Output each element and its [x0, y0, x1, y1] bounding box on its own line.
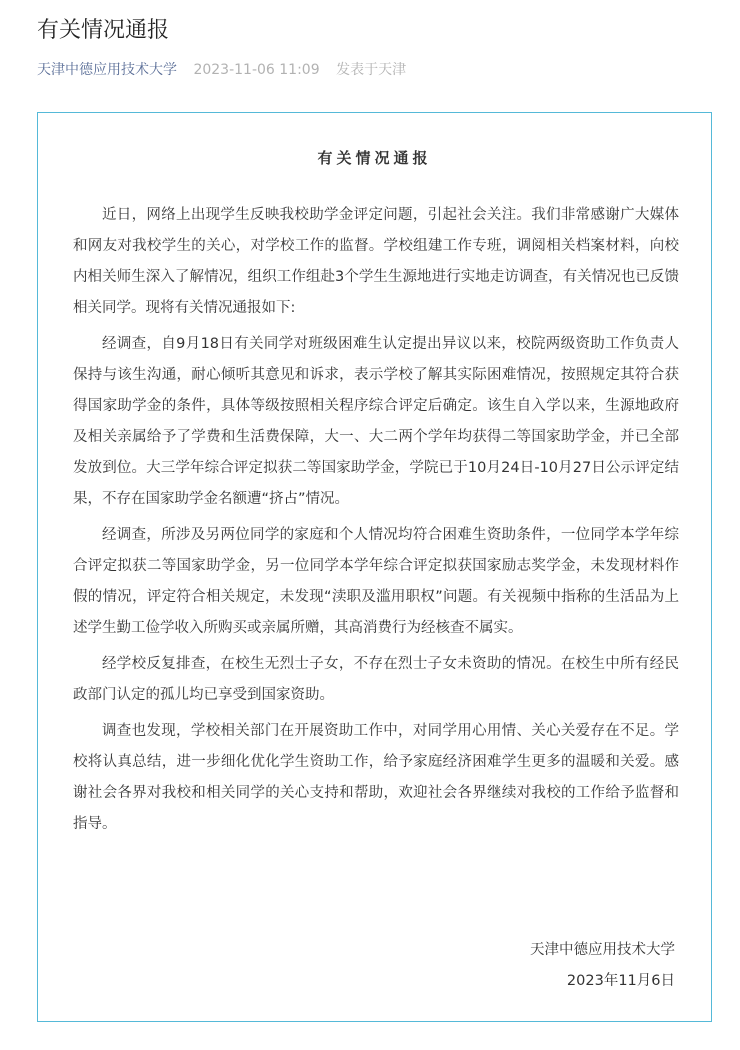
publish-time: 2023-11-06 11:09 [193, 62, 320, 78]
author-link[interactable]: 天津中德应用技术大学 [37, 62, 177, 78]
page-title: 有关情况通报 [37, 18, 170, 43]
signature-block [530, 935, 675, 997]
publish-location: 发表于天津 [336, 62, 407, 78]
notice-paragraph: 经调查，所涉及另两位同学的家庭和个人情况均符合困难生资助条件，一位同学本学年综合评定拟获二等国家助学金，另一位同学本学年综合评定拟获国家励志奖学金，未发现材料作假的情况，评定符合相关规定，未发现“渎职及滥用职权”问题。有关视频中指称的生活品为上述学生勤工俭学收入所购买或亲属所赠，其高消费行为经核查不属实。 [73, 527, 679, 636]
notice-paragraph: 近日，网络上出现学生反映我校助学金评定问题，引起社会关注。我们非常感谢广大媒体和网友对我校学生的关心，对学校工作的监督。学校组建工作专班，调阅相关档案材料，向校内相关师生深入了解情况，组织工作组赴3个学生生源地进行实地走访调查，有关情况也已反馈相关同学。现将有关情况通报如下: [73, 207, 679, 316]
notice-paragraph: 调查也发现，学校相关部门在开展资助工作中，对同学用心用情、关心关爱存在不足。学校将认真总结，进一步细化优化学生资助工作，给予家庭经济困难学生更多的温暖和关爱。感谢社会各界对我校和相关同学的关心支持和帮助，欢迎社会各界继续对我校的工作给予监督和指导。 [73, 723, 679, 832]
notice-card [37, 112, 712, 1022]
signature-date: 2023年11月6日 [566, 973, 675, 989]
notice-title: 有关情况通报 [317, 149, 432, 167]
notice-paragraph: 经学校反复排查，在校生无烈士子女，不存在烈士子女未资助的情况。在校生中所有经民政部门认定的孤儿均已享受到国家资助。 [73, 656, 679, 703]
notice-paragraph: 经调查，自9月18日有关同学对班级困难生认定提出异议以来，校院两级资助工作负责人保持与该生沟通，耐心倾听其意见和诉求，表示学校了解其实际困难情况，按照规定其符合获得国家助学金的条件，具体等级按照相关程序综合评定后确定。该生自入学以来，生源地政府及相关亲属给予了学费和生活费保障，大一、大二两个学年均获得二等国家助学金，并已全部发放到位。大三学年综合评定拟获二等国家助学金，学院已于10月24日-10月27日公示评定结果，不存在国家助学金名额遭“挤占”情况。 [73, 336, 679, 507]
signature-org: 天津中德应用技术大学 [530, 942, 675, 958]
notice-body [73, 200, 679, 845]
article-meta [37, 59, 406, 81]
